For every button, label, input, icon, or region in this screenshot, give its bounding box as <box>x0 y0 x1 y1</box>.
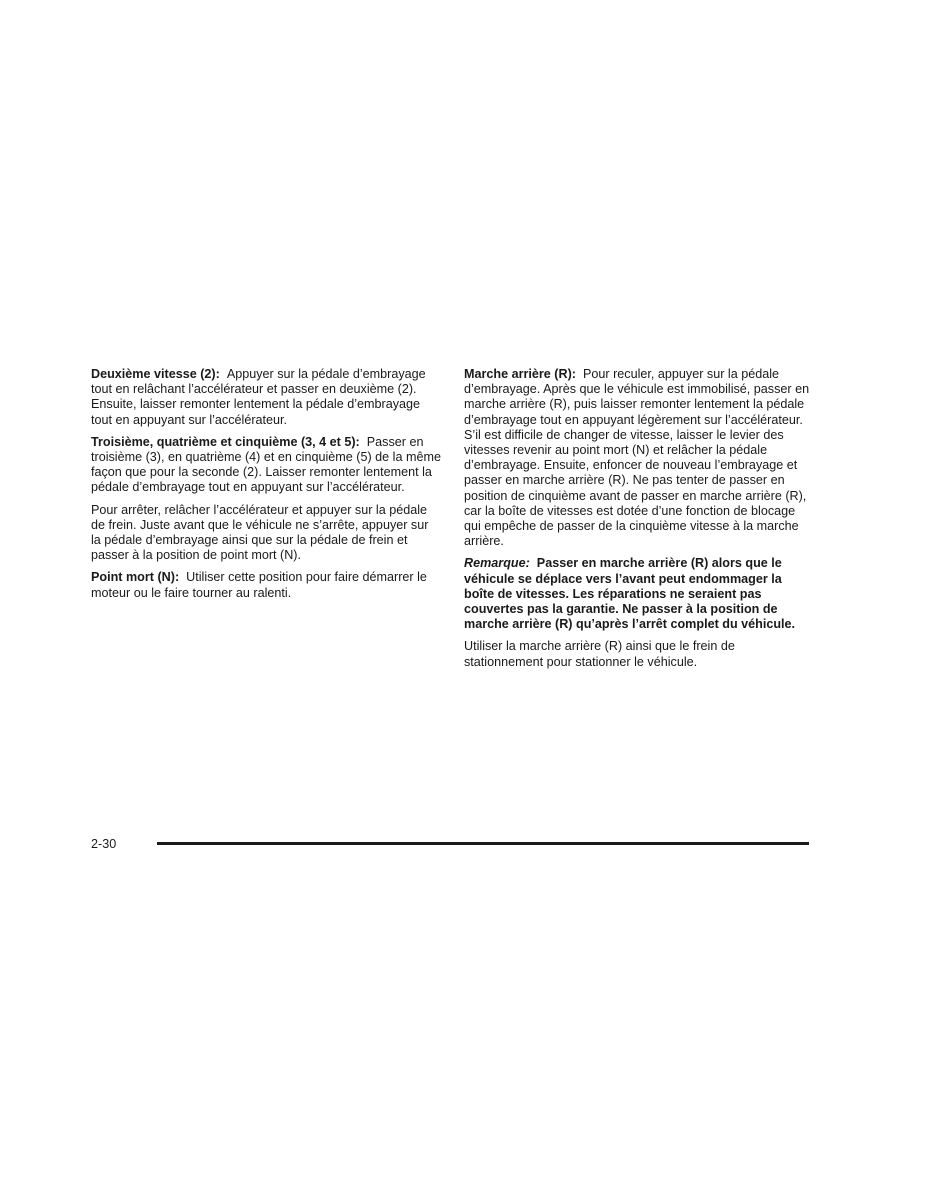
heading-second-gear: Deuxième vitesse (2): <box>91 367 220 381</box>
left-column <box>91 367 441 608</box>
body-neutral: Utiliser cette position pour faire démarrer le moteur ou le faire tourner au ralenti. <box>91 570 427 600</box>
heading-third-fourth-fifth: Troisième, quatrième et cinquième (3, 4 et 5): <box>91 434 360 449</box>
body-parking: Utiliser la marche arrière (R) ainsi que le frein de stationnement pour stationner le véhicule. <box>464 639 735 669</box>
heading-neutral: Point mort (N): <box>91 570 180 585</box>
note-body: Passer en marche arrière (R) alors que le véhicule se déplace vers l’avant peut endommager la boîte de vitesses. Les réparations ne seraient pas couvertes pas la garantie. Ne passer à la position de marche arrière (R) qu’après l’arrêt complet du véhicule. <box>464 556 796 632</box>
paragraph-third-fourth-fifth <box>91 435 441 496</box>
paragraph-neutral <box>91 570 441 600</box>
paragraph-reverse <box>464 367 812 549</box>
paragraph-stopping <box>91 503 441 564</box>
footer-rule <box>157 842 809 845</box>
page-number: 2-30 <box>91 837 117 851</box>
paragraph-note <box>464 556 812 632</box>
heading-reverse: Marche arrière (R): <box>464 367 576 381</box>
body-stopping: Pour arrêter, relâcher l’accélérateur et appuyer sur la pédale de frein. Juste avant que le véhicule ne s’arrête, appuyer sur la pédale d’embrayage ainsi que sur la pédale de frein et passer à la position de point mort (N). <box>91 502 429 563</box>
body-second-gear: Appuyer sur la pédale d’embrayage tout en relâchant l’accélérateur et passer en deuxième (2). Ensuite, laisser remonter lentement la pédale d’embrayage tout en appuyant sur l’accélérateur. <box>91 367 426 427</box>
right-column <box>464 367 812 677</box>
body-third-fourth-fifth: Passer en troisième (3), en quatrième (4) et en cinquième (5) de la même façon que pour la seconde (2). Laisser remonter lentement la pédale d’embrayage tout en appuyant sur l’accélérateur. <box>91 434 441 495</box>
body-reverse: Pour reculer, appuyer sur la pédale d’embrayage. Après que le véhicule est immobilisé, passer en marche arrière (R), puis laisser remonter lentement la pédale d’embrayage tout en appuyant légèrement sur l’accélérateur. S’il est difficile de changer de vitesse, laisser le levier des vitesses revenir au point mort (N) et relâcher la pédale d’embrayage. Ensuite, enfoncer de nouveau l’embrayage et passer en marche arrière (R). Ne pas tenter de passer en position de cinquième avant de passer en marche arrière (R), car la boîte de vitesses est dotée d’une fonction de blocage qui empêche de passer de la cinquième vitesse à la marche arrière. <box>464 367 810 549</box>
paragraph-parking <box>464 639 812 669</box>
note-label: Remarque: <box>464 556 530 571</box>
paragraph-second-gear <box>91 367 441 428</box>
